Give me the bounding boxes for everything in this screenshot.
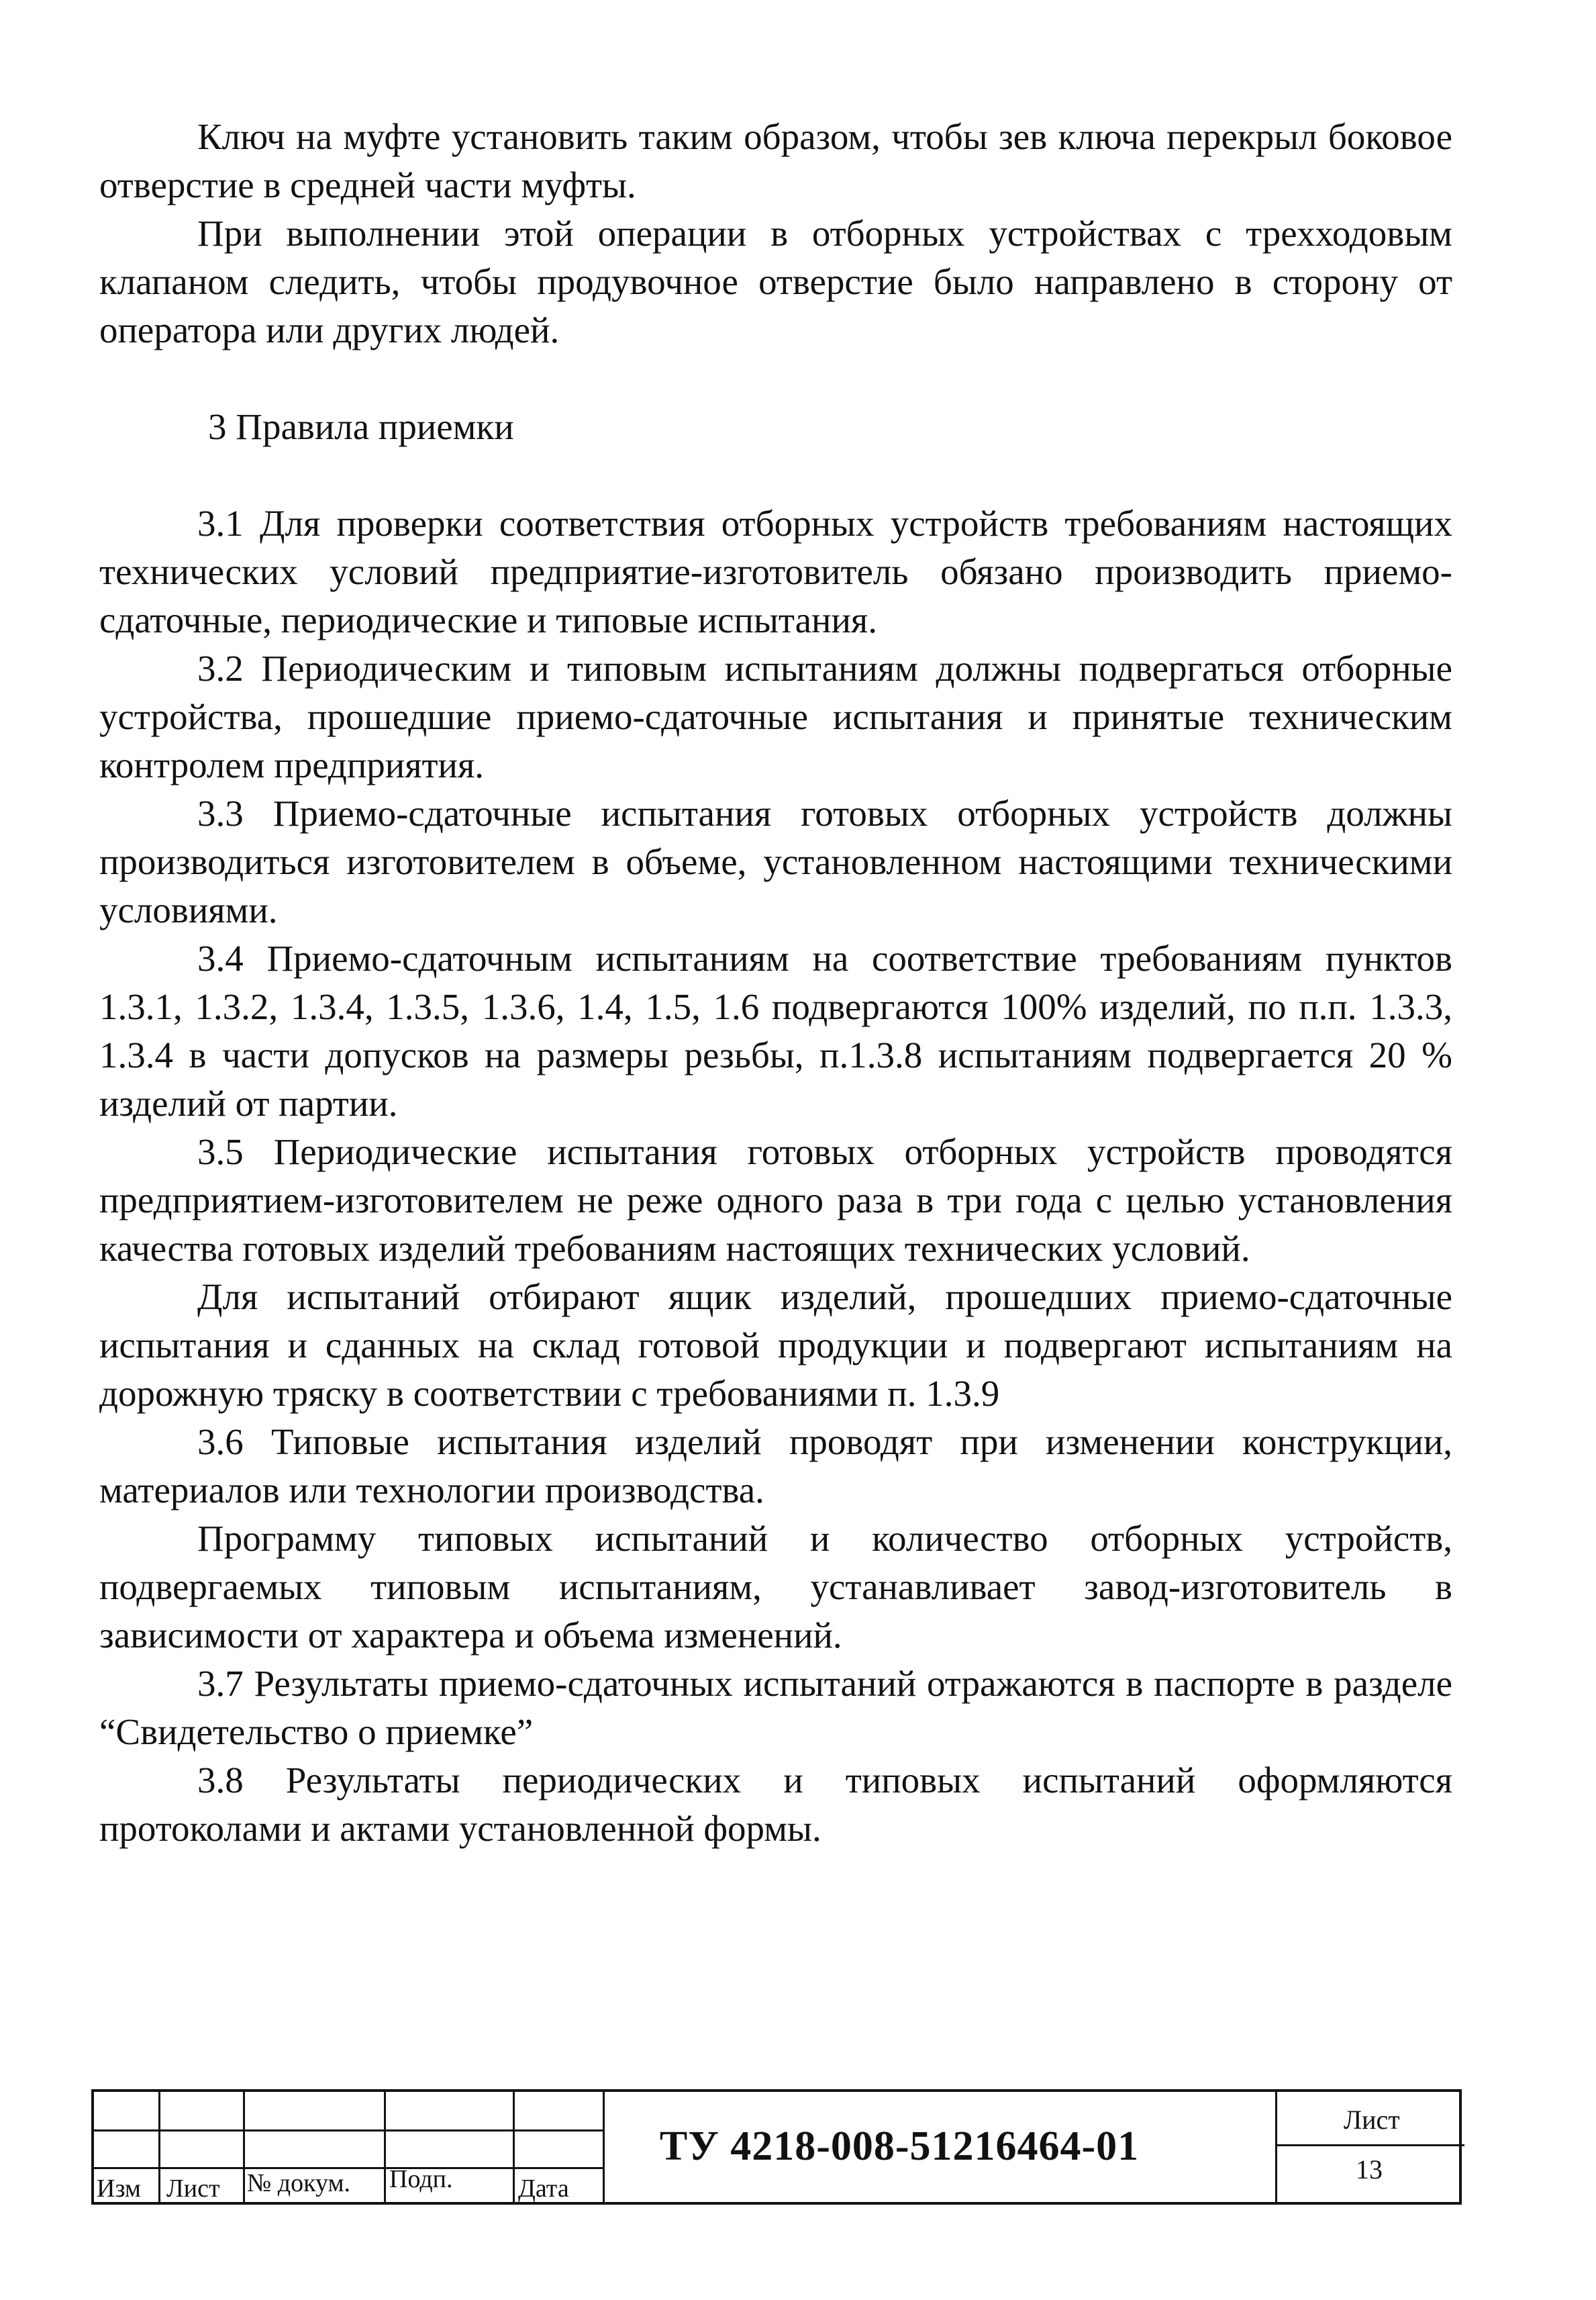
section-heading: 3 Правила приемки xyxy=(208,406,514,447)
clause-3-5: 3.5 Периодические испытания готовых отборных устройств проводятся предприятием-изготовителем не реже одного раза в три года с целью установления качества готовых изделий требованиям настоящих технических условий. xyxy=(99,1131,1452,1269)
clause-3-5-continued: Для испытаний отбирают ящик изделий, прошедших приемо-сдаточные испытания и сданных на склад готовой продукции и подвергают испытаниям на дорожную тряску в соответствии с требованиями п. 1.3.9 xyxy=(99,1276,1452,1414)
title-block xyxy=(91,2089,1462,2205)
col-list-label: Лист xyxy=(166,2174,220,2203)
document-code: ТУ 4218-008-51216464-01 xyxy=(659,2123,1140,2169)
clause-3-6-continued: Программу типовых испытаний и количество отборных устройств, подвергаемых типовым испытаниям, устанавливает завод-изготовитель в зависимости от характера и объема изменений. xyxy=(99,1518,1452,1656)
sheet-number: 13 xyxy=(1356,2154,1383,2185)
sheet-label: Лист xyxy=(1344,2105,1400,2135)
clause-3-8: 3.8 Результаты периодических и типовых испытаний оформляются протоколами и актами установленной формы. xyxy=(99,1760,1452,1849)
clause-3-7: 3.7 Результаты приемо-сдаточных испытаний отражаются в паспорте в разделе “Свидетельство о приемке” xyxy=(99,1663,1452,1752)
clause-3-6: 3.6 Типовые испытания изделий проводят при изменении конструкции, материалов или технологии производства. xyxy=(99,1421,1452,1511)
col-podp-label: Подп. xyxy=(389,2165,453,2193)
clause-3-3: 3.3 Приемо-сдаточные испытания готовых отборных устройств должны производиться изготовителем в объеме, установленном настоящими техническими условиями. xyxy=(99,793,1452,930)
clause-3-4: 3.4 Приемо-сдаточным испытаниям на соответствие требованиям пунктов 1.3.1, 1.3.2, 1.3.4, 1.3.5, 1.3.6, 1.4, 1.5, 1.6 подвергаются 100% изделий, по п.п. 1.3.3, 1.3.4 в части допусков на размеры резьбы, п.1.3.8 испытаниям подвергается 20 % изделий от партии. xyxy=(99,938,1452,1124)
col-doc-label: № докум. xyxy=(247,2169,351,2197)
body-text xyxy=(99,113,1452,1853)
clause-3-2: 3.2 Периодическим и типовым испытаниям должны подвергаться отборные устройства, прошедшие приемо-сдаточные испытания и принятые техническим контролем предприятия. xyxy=(99,648,1452,785)
col-data-label: Дата xyxy=(518,2174,569,2203)
paragraph: При выполнении этой операции в отборных устройствах с трехходовым клапаном следить, чтобы продувочное отверстие было направлено в сторону от оператора или других людей. xyxy=(99,213,1452,350)
col-izm-label: Изм xyxy=(97,2174,141,2203)
clause-3-1: 3.1 Для проверки соответствия отборных устройств требованиям настоящих технических условий предприятие-изготовитель обязано производить приемо-сдаточные, периодические и типовые испытания. xyxy=(99,503,1452,640)
paragraph: Ключ на муфте установить таким образом, чтобы зев ключа перекрыл боковое отверстие в средней части муфты. xyxy=(99,116,1452,205)
